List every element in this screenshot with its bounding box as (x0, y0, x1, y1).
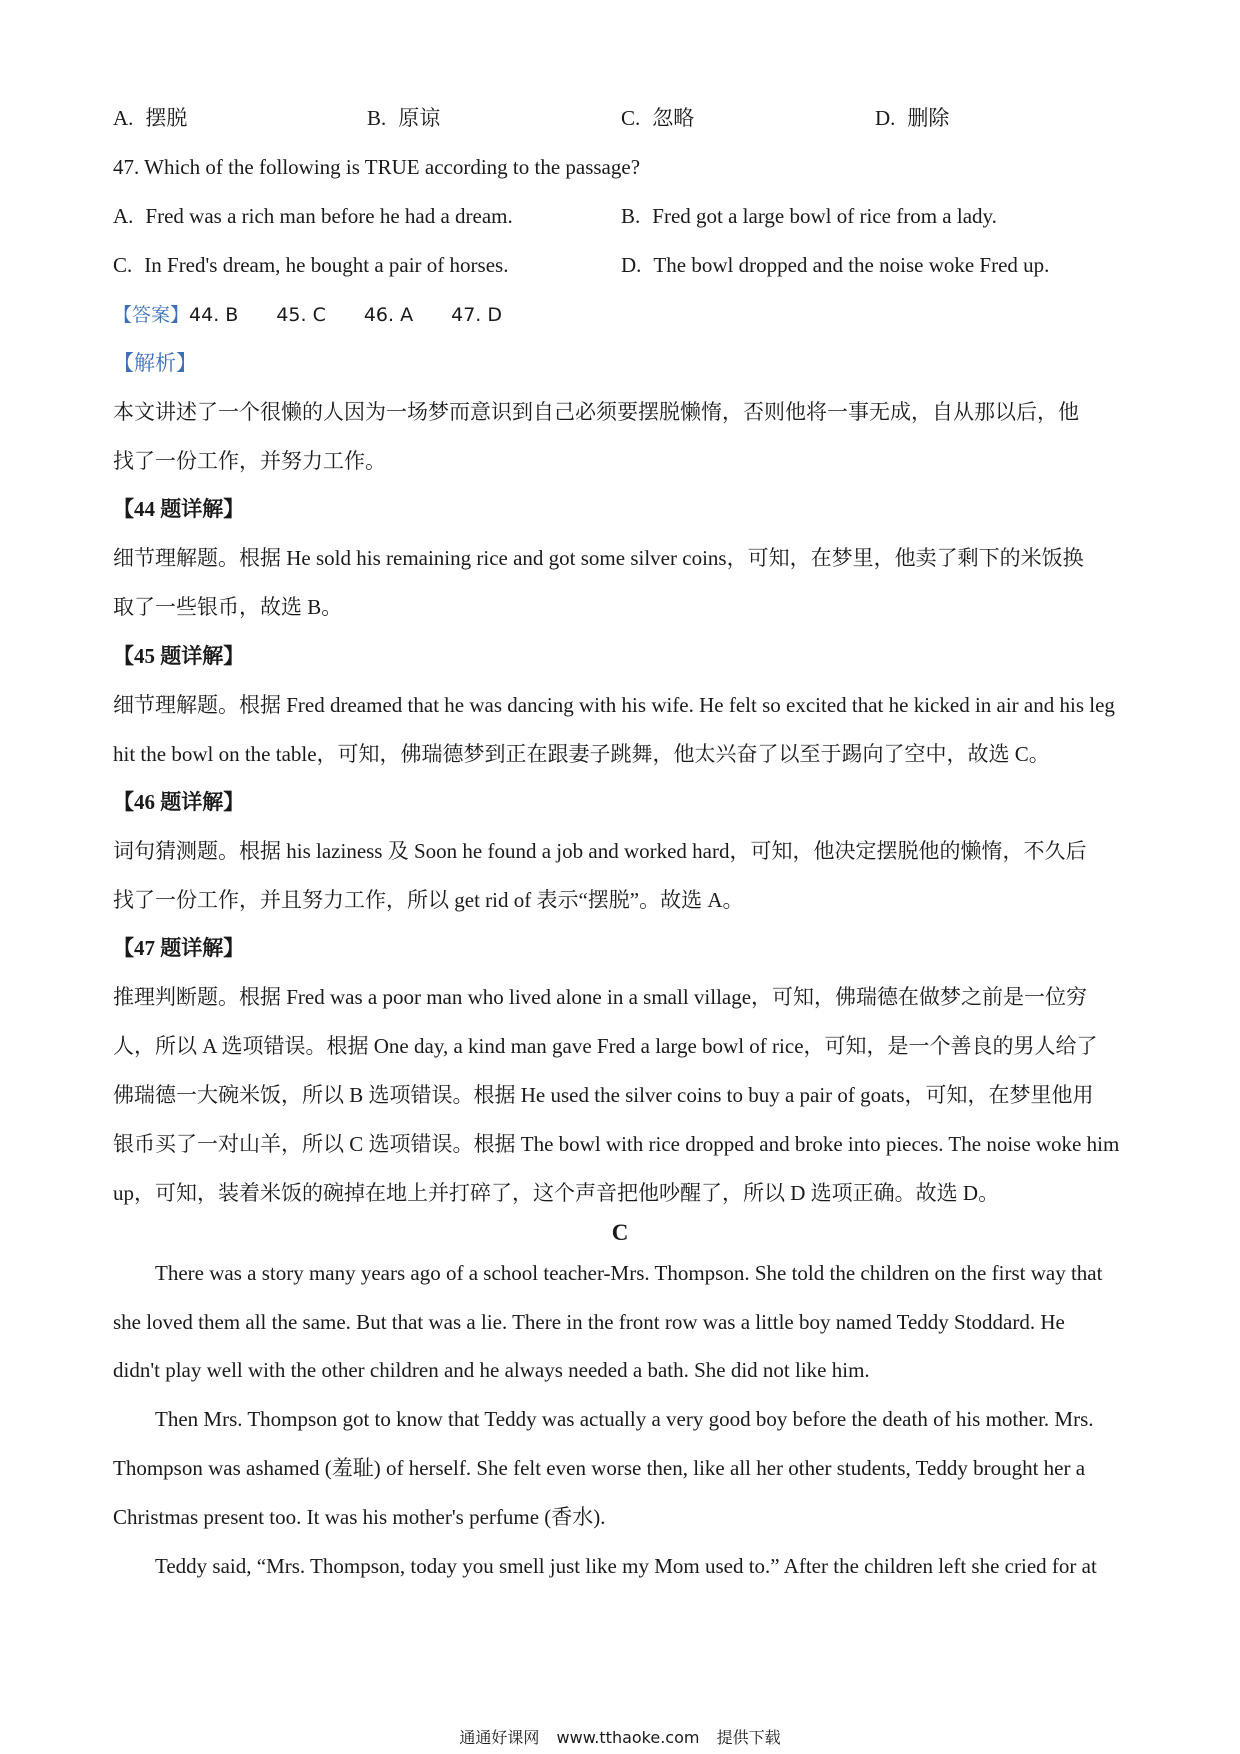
option-label: D. (875, 106, 896, 130)
passage-line: didn't play well with the other children and he always needed a bath. She did not like him. (113, 1358, 870, 1382)
q47-option-d (621, 250, 1049, 280)
footer-site-name: 通通好课网 (459, 1728, 540, 1747)
footer-url[interactable]: www.tthaoke.com (556, 1728, 700, 1747)
passage-line: Christmas present too. It was his mother's perfume (香水). (113, 1505, 606, 1529)
option-label: B. (621, 204, 641, 228)
detail-line: 细节理解题。根据 He sold his remaining rice and got some silver coins，可知，在梦里，他卖了剩下的米饭换 (113, 546, 1084, 570)
detail-line: 找了一份工作，并且努力工作，所以 get rid of 表示“摆脱”。故选 A。 (113, 888, 744, 912)
detail-line: 银币买了一对山羊，所以 C 选项错误。根据 The bowl with rice dropped and broke into pieces. The noise woke him (113, 1132, 1120, 1156)
q46-option-a (113, 103, 187, 133)
q47-option-c (113, 250, 508, 280)
q46-option-d (875, 103, 949, 133)
passage-line: Then Mrs. Thompson got to know that Teddy was actually a very good boy before the death of his mother. Mrs. (155, 1407, 1094, 1431)
analysis-summary-line: 找了一份工作，并努力工作。 (113, 449, 386, 473)
option-text: 原谅 (398, 106, 441, 130)
detail-line: 取了一些银币，故选 B。 (113, 595, 343, 619)
q47-option-a (113, 201, 513, 231)
detail-line: 细节理解题。根据 Fred dreamed that he was dancing with his wife. He felt so excited that he kicked in air and his leg (113, 693, 1115, 717)
footer-note: 提供下载 (716, 1728, 781, 1747)
q47-stem (113, 152, 640, 182)
option-text: Fred got a large bowl of rice from a lady. (652, 204, 997, 228)
option-label: D. (621, 253, 642, 277)
option-label: B. (367, 106, 387, 130)
answer-tag: 【答案】 (113, 304, 190, 326)
option-label: A. (113, 106, 134, 130)
detail-line: 词句猜测题。根据 his laziness 及 Soon he found a job and worked hard，可知，他决定摆脱他的懒惰，不久后 (113, 839, 1087, 863)
option-text: 忽略 (652, 106, 695, 130)
option-label: A. (113, 204, 134, 228)
detail-heading-44: 【44 题详解】 (113, 497, 245, 521)
passage-line: There was a story many years ago of a school teacher-Mrs. Thompson. She told the children on the first way that (155, 1261, 1103, 1285)
option-text: Fred was a rich man before he had a dream. (145, 204, 513, 228)
question-text: Which of the following is TRUE according to the passage? (144, 155, 641, 179)
detail-line: 人，所以 A 选项错误。根据 One day, a kind man gave Fred a large bowl of rice，可知，是一个善良的男人给了 (113, 1034, 1098, 1058)
passage-line: Thompson was ashamed (羞耻) of herself. She felt even worse then, like all her other students, Teddy brought her a (113, 1456, 1086, 1480)
detail-heading-47: 【47 题详解】 (113, 936, 245, 960)
detail-heading-45: 【45 题详解】 (113, 644, 245, 668)
analysis-tag: 【解析】 (113, 351, 197, 375)
passage-line: Teddy said, “Mrs. Thompson, today you smell just like my Mom used to.” After the children left she cried for at (155, 1554, 1097, 1578)
option-text: The bowl dropped and the noise woke Fred up. (653, 253, 1050, 277)
q46-option-c (621, 103, 694, 133)
detail-line: hit the bowl on the table，可知，佛瑞德梦到正在跟妻子跳舞，他太兴奋了以至于踢向了空中，故选 C。 (113, 742, 1050, 766)
option-text: In Fred's dream, he bought a pair of horses. (144, 253, 509, 277)
section-c-heading: C (611, 1220, 629, 1245)
detail-heading-46: 【46 题详解】 (113, 790, 245, 814)
passage-line: she loved them all the same. But that was a lie. There in the front row was a little boy named Teddy Stoddard. He (113, 1310, 1065, 1334)
answer-item: 45. C (276, 304, 326, 326)
option-text: 摆脱 (145, 106, 188, 130)
question-number: 47. (113, 155, 140, 179)
answer-item: 46. A (363, 304, 414, 326)
answer-row (113, 300, 540, 330)
page-footer (0, 1728, 1240, 1748)
answer-item: 44. B (189, 304, 239, 326)
option-label: C. (621, 106, 641, 130)
detail-line: 推理判断题。根据 Fred was a poor man who lived alone in a small village，可知，佛瑞德在做梦之前是一位穷 (113, 985, 1088, 1009)
option-label: C. (113, 253, 133, 277)
q47-option-b (621, 201, 997, 231)
q46-option-b (367, 103, 440, 133)
detail-line: up，可知，装着米饭的碗掉在地上并打碎了，这个声音把他吵醒了，所以 D 选项正确。故选 D。 (113, 1181, 1000, 1205)
answer-item: 47. D (451, 304, 502, 326)
analysis-summary-line: 本文讲述了一个很懒的人因为一场梦而意识到自己必须要摆脱懒惰，否则他将一事无成，自从那以后，他 (113, 400, 1079, 424)
analysis-heading (113, 348, 197, 378)
detail-line: 佛瑞德一大碗米饭，所以 B 选项错误。根据 He used the silver coins to buy a pair of goats，可知，在梦里他用 (113, 1083, 1094, 1107)
option-text: 删除 (907, 106, 950, 130)
